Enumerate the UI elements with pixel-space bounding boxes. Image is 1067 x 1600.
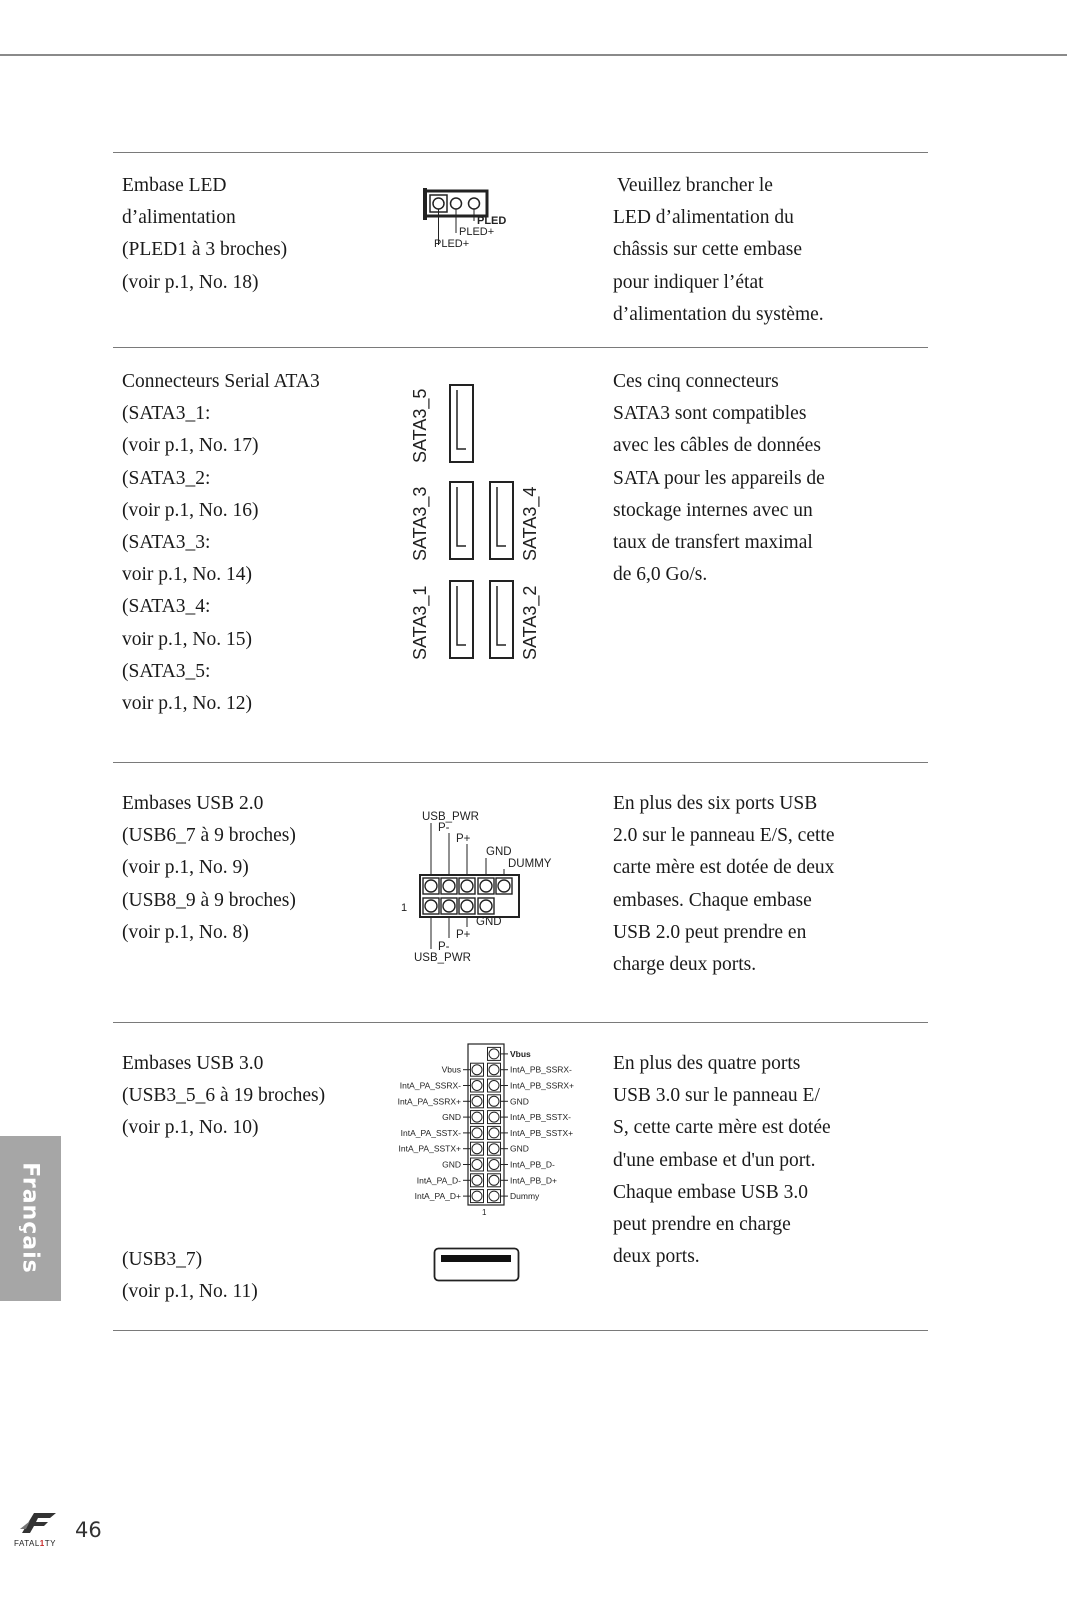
usb3-pin-label: IntA_PA_SSRX+ bbox=[397, 1096, 461, 1107]
usb3-pin bbox=[472, 1160, 482, 1170]
usb2-pin-label: P- bbox=[438, 941, 450, 953]
usb3-pin-label: IntA_PA_SSTX- bbox=[400, 1127, 461, 1138]
table-rule bbox=[113, 762, 928, 763]
usb3-7-label: (USB3_7) (voir p.1, No. 11) bbox=[122, 1249, 258, 1303]
table-rule bbox=[113, 347, 928, 348]
usb2-pin-label: GND bbox=[486, 846, 512, 858]
pled-description: Veuillez brancher le LED d’alimentation du châssis sur cette embase pour indiquer l’état d’alimentation du système. bbox=[613, 175, 824, 325]
usb2-header-diagram bbox=[400, 807, 570, 977]
usb3-pin bbox=[489, 1144, 499, 1154]
usb3-pin bbox=[472, 1096, 482, 1106]
sata-port-sata3-4 bbox=[490, 482, 513, 559]
fatal1ty-logo-text: FATAL1TY bbox=[14, 1539, 56, 1548]
sata-port-label: SATA3_2 bbox=[520, 585, 540, 660]
usb3-pin bbox=[489, 1112, 499, 1122]
usb3-pin bbox=[472, 1128, 482, 1138]
sata-port-sata3-1 bbox=[450, 581, 473, 658]
usb3-label: Embases USB 3.0 (USB3_5_6 à 19 broches) (voir p.1, No. 10) bbox=[122, 1053, 326, 1139]
usb3-pin bbox=[489, 1096, 499, 1106]
pled-pin-label: PLED+ bbox=[434, 238, 470, 250]
usb3-pin-label: GND bbox=[442, 1112, 461, 1123]
usb3-pin-label: IntA_PB_SSTX+ bbox=[510, 1127, 574, 1138]
usb3-pin bbox=[472, 1112, 482, 1122]
usb3-pin bbox=[489, 1065, 499, 1075]
usb2-pin1-marker: 1 bbox=[401, 902, 408, 914]
usb3-pin-label: Dummy bbox=[510, 1191, 540, 1202]
usb3-pin-label: IntA_PA_D+ bbox=[414, 1191, 461, 1202]
usb3-pin bbox=[489, 1081, 499, 1091]
usb3-pin bbox=[472, 1144, 482, 1154]
usb3-pin-label: IntA_PA_SSTX+ bbox=[398, 1143, 461, 1154]
sata-port-label: SATA3_4 bbox=[520, 486, 540, 561]
sata-port-sata3-2 bbox=[490, 581, 513, 658]
usb3-pin bbox=[489, 1128, 499, 1138]
usb3-pin-label: IntA_PB_D- bbox=[510, 1159, 555, 1170]
usb2-description: En plus des six ports USB 2.0 sur le panneau E/S, cette carte mère est dotée de deux embases. Chaque embase USB 2.0 peut prendre en charge deux ports. bbox=[613, 793, 835, 976]
usb3-pin-label: IntA_PB_SSTX- bbox=[510, 1112, 571, 1123]
header-rule bbox=[0, 54, 1067, 56]
language-tab bbox=[0, 1136, 61, 1301]
usb3-pin bbox=[489, 1160, 499, 1170]
sata-connectors-diagram bbox=[408, 378, 558, 668]
page-number: 46 bbox=[75, 1518, 102, 1542]
usb3-pin-label: GND bbox=[510, 1096, 529, 1107]
pled-pin-label: PLED+ bbox=[459, 226, 495, 238]
usb2-pin-label: P+ bbox=[456, 929, 471, 941]
sata-port-label: SATA3_3 bbox=[410, 486, 430, 561]
usb2-pin-label: GND bbox=[476, 916, 502, 928]
usb3-pin bbox=[489, 1191, 499, 1201]
usb2-pin-label: P- bbox=[438, 822, 450, 834]
usb3-pin-label: IntA_PA_D- bbox=[416, 1175, 461, 1186]
usb3-pin bbox=[489, 1175, 499, 1185]
usb3-description: En plus des quatre ports USB 3.0 sur le panneau E/ S, cette carte mère est dotée d'une embase et d'un port. Chaque embase USB 3.0 peut prendre en charge deux ports. bbox=[613, 1053, 831, 1268]
usb3-pin bbox=[472, 1175, 482, 1185]
sata-label: Connecteurs Serial ATA3 (SATA3_1: (voir p.1, No. 17) (SATA3_2: (voir p.1, No. 16) (SATA3_3: voir p.1, No. 14) (SATA3_4: voir p.1, No. 15) (SATA3_5: voir p.1, No. 12) bbox=[122, 371, 320, 715]
usb3-pin bbox=[489, 1049, 499, 1059]
table-rule bbox=[113, 152, 928, 153]
usb3-pin-label: IntA_PA_SSRX- bbox=[399, 1080, 461, 1091]
usb3-type-a-port bbox=[433, 1247, 521, 1283]
usb3-pin-label: Vbus bbox=[510, 1048, 531, 1059]
usb3-pin-label: GND bbox=[442, 1159, 461, 1170]
usb3-pin1-marker: 1 bbox=[482, 1208, 487, 1217]
pled-label: Embase LED d’alimentation (PLED1 à 3 broches) (voir p.1, No. 18) bbox=[122, 175, 288, 293]
table-rule bbox=[113, 1330, 928, 1331]
usb3-pin-label: IntA_PB_SSRX- bbox=[510, 1064, 572, 1075]
usb2-pin-label: DUMMY bbox=[508, 858, 552, 870]
usb3-pin-label: IntA_PB_SSRX+ bbox=[510, 1080, 575, 1091]
sata-port-label: SATA3_1 bbox=[410, 585, 430, 660]
usb3-header-diagram bbox=[380, 1042, 610, 1222]
sata-port-sata3-5 bbox=[450, 385, 473, 462]
pled-header-diagram bbox=[420, 188, 530, 258]
usb2-label: Embases USB 2.0 (USB6_7 à 9 broches) (voir p.1, No. 9) (USB8_9 à 9 broches) (voir p.1, No. 8) bbox=[122, 793, 296, 943]
usb3-pin bbox=[472, 1081, 482, 1091]
table-rule bbox=[113, 1022, 928, 1023]
usb3-pin-label: GND bbox=[510, 1143, 529, 1154]
usb3-pin bbox=[472, 1065, 482, 1075]
language-tab-label: Français bbox=[17, 1162, 43, 1274]
usb3-pin-label: Vbus bbox=[441, 1064, 461, 1075]
sata-port-label: SATA3_5 bbox=[410, 388, 430, 463]
usb3-pin bbox=[472, 1191, 482, 1201]
usb2-pin-label: P+ bbox=[456, 833, 471, 845]
usb2-pin-label: USB_PWR bbox=[414, 952, 471, 964]
fatal1ty-logo bbox=[12, 1511, 72, 1551]
usb2-pin-label: USB_PWR bbox=[422, 811, 479, 823]
pled-pin-label: PLED bbox=[477, 215, 507, 227]
sata-port-sata3-3 bbox=[450, 482, 473, 559]
usb3-pin-label: IntA_PB_D+ bbox=[510, 1175, 558, 1186]
sata-description: Ces cinq connecteurs SATA3 sont compatibles avec les câbles de données SATA pour les appareils de stockage internes avec un taux de transfert maximal de 6,0 Go/s. bbox=[613, 371, 825, 586]
